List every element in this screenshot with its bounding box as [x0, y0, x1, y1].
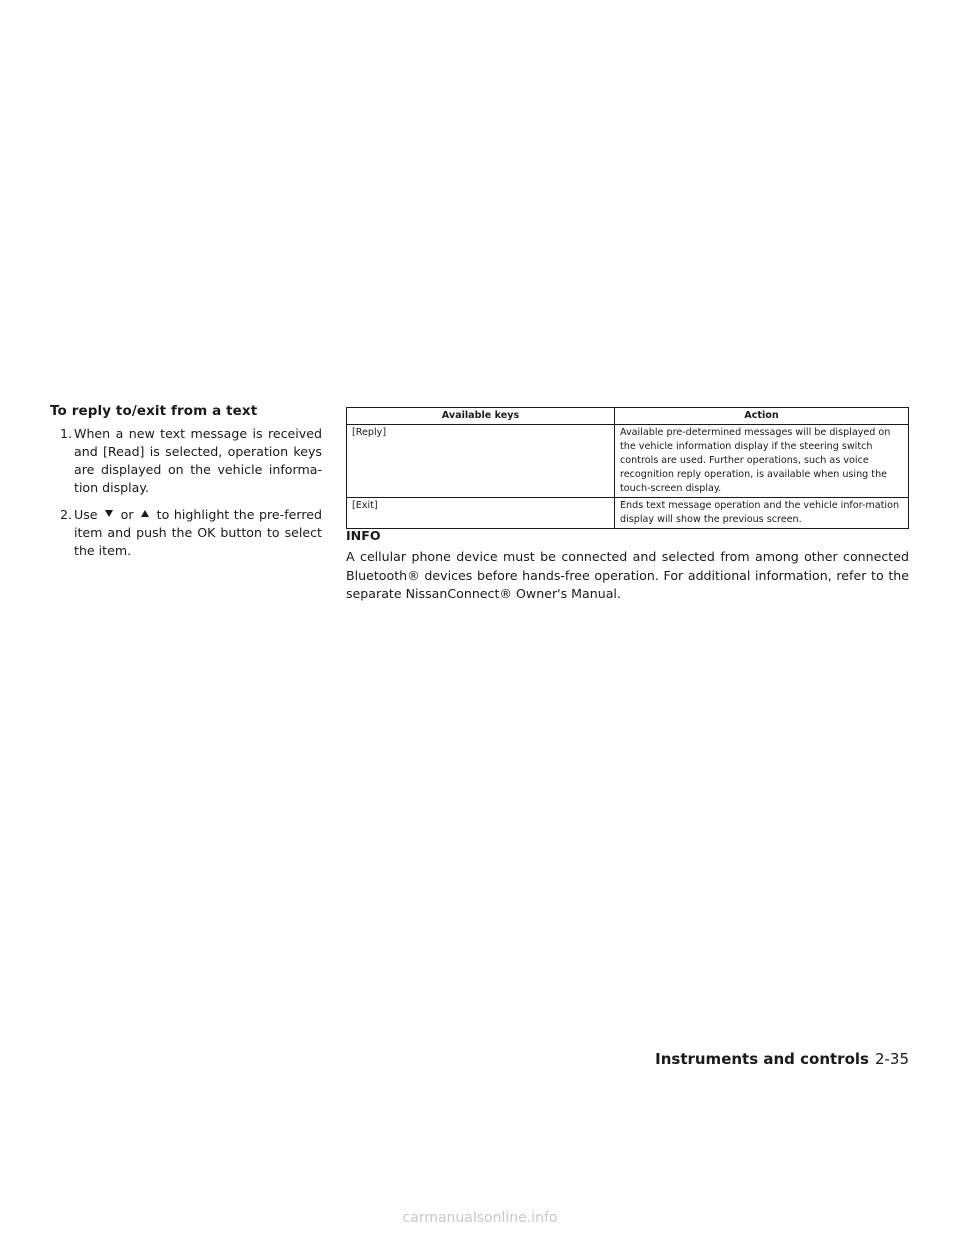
- step-text: When a new text message is received and [Read] is selected, operation keys are displayed on the vehicle informa-tion display.: [74, 426, 322, 495]
- steps-list: [50, 425, 322, 569]
- step-text-post: to highlight the pre-ferred item and push the OK button to select the item.: [74, 507, 322, 558]
- table-header-row: [347, 408, 909, 425]
- arrow-down-icon: [105, 510, 113, 517]
- available-keys-table: [346, 407, 909, 529]
- key-cell: [Reply]: [347, 425, 615, 498]
- step-1: [50, 425, 322, 497]
- header-available-keys: Available keys: [347, 408, 615, 425]
- table-row: [347, 498, 909, 529]
- table-row: [347, 425, 909, 498]
- page-footer: [655, 1050, 909, 1068]
- step-2: [50, 506, 322, 560]
- action-cell: Available pre-determined messages will be displayed on the vehicle information display if the steering switch controls are used. Further operations, such as voice recognition reply operation, is available when using the touch-screen display.: [615, 425, 909, 498]
- arrow-up-icon: [141, 510, 149, 517]
- info-title: INFO: [346, 528, 381, 543]
- watermark: carmanualsonline.info: [402, 1210, 558, 1226]
- step-number: 1.: [60, 426, 73, 441]
- page-number: 2-35: [874, 1050, 909, 1068]
- header-action: Action: [615, 408, 909, 425]
- section-heading: To reply to/exit from a text: [50, 403, 258, 419]
- action-cell: Ends text message operation and the vehicle infor-mation display will show the previous screen.: [615, 498, 909, 529]
- key-cell: [Exit]: [347, 498, 615, 529]
- step-number: 2.: [60, 507, 73, 522]
- footer-section-title: Instruments and controls: [655, 1050, 869, 1068]
- step-text-pre: Use: [74, 507, 98, 522]
- info-text: A cellular phone device must be connected and selected from among other connected Bluetooth® devices before hands-free operation. For additional information, refer to the separate NissanConnect® Owner's Manual.: [346, 549, 909, 601]
- step-text-mid: or: [120, 507, 134, 522]
